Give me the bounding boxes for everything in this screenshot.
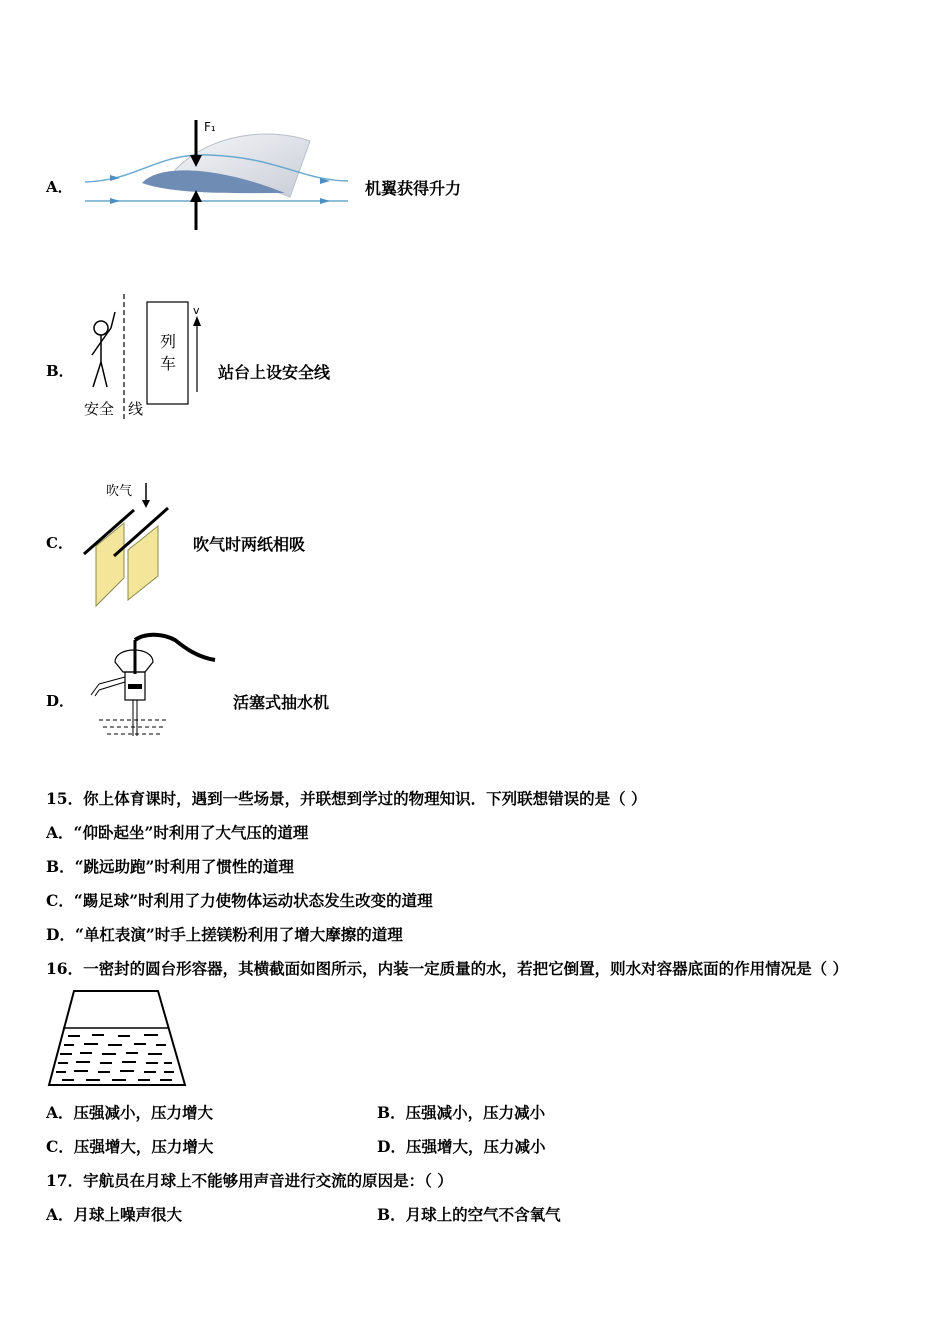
paper-left [96,523,124,606]
blow-label: 吹气 [106,484,133,499]
pump-handle [135,635,215,660]
caption-a: 机翼获得升力 [365,179,462,198]
paper-right [128,526,158,600]
caption-d: 活塞式抽水机 [233,693,330,712]
safety-label-1: 安全 [84,400,115,418]
piston-pump-figure [85,632,220,742]
train-box [147,302,188,404]
frustum-container-figure [46,988,188,1088]
q16-option-c: C．压强增大，压力增大 [46,1137,214,1156]
q16-option-b: B．压强减小，压力减小 [377,1103,546,1122]
q15-option-c: C．“踢足球”时利用了力使物体运动状态发生改变的道理 [46,891,433,910]
q17-option-a: A．月球上噪声很大 [46,1205,183,1224]
q16-option-a: A．压强减小，压力增大 [46,1103,214,1122]
train-label-2: 车 [160,354,177,373]
q15-option-b: B．“跳远助跑”时利用了惯性的道理 [46,857,294,876]
option-letter-a: A． [46,178,73,196]
safety-label-2: 线 [128,400,144,418]
option-letter-c: C． [46,534,73,552]
q16-option-d: D．压强增大，压力减小 [377,1137,546,1156]
container-outline [49,991,185,1085]
caption-c: 吹气时两纸相吸 [193,535,306,554]
caption-b: 站台上设安全线 [218,363,331,382]
train-label-1: 列 [160,332,177,351]
airfoil-figure [80,115,355,235]
platform-figure [80,292,210,422]
q15-stem: 15．你上体育课时，遇到一些场景，并联想到学过的物理知识．下列联想错误的是（ ） [46,789,647,808]
label-f1: F₁ [204,120,216,134]
option-letter-b: B． [46,362,74,380]
q15-option-d: D．“单杠表演”时手上搓镁粉利用了增大摩擦的道理 [46,925,403,944]
two-papers-figure [80,478,180,613]
q17-option-b: B．月球上的空气不含氧气 [377,1205,561,1224]
option-letter-d: D． [46,692,75,710]
q16-stem: 16．一密封的圆台形容器，其横截面如图所示，内装一定质量的水，若把它倒置，则水对容器底面的作用情况是（ ） [46,959,848,978]
q17-stem: 17．宇航员在月球上不能够用声音进行交流的原因是：（ ） [46,1171,453,1190]
q15-option-a: A．“仰卧起坐”时利用了大气压的道理 [46,823,309,842]
velocity-label: v [193,304,200,317]
